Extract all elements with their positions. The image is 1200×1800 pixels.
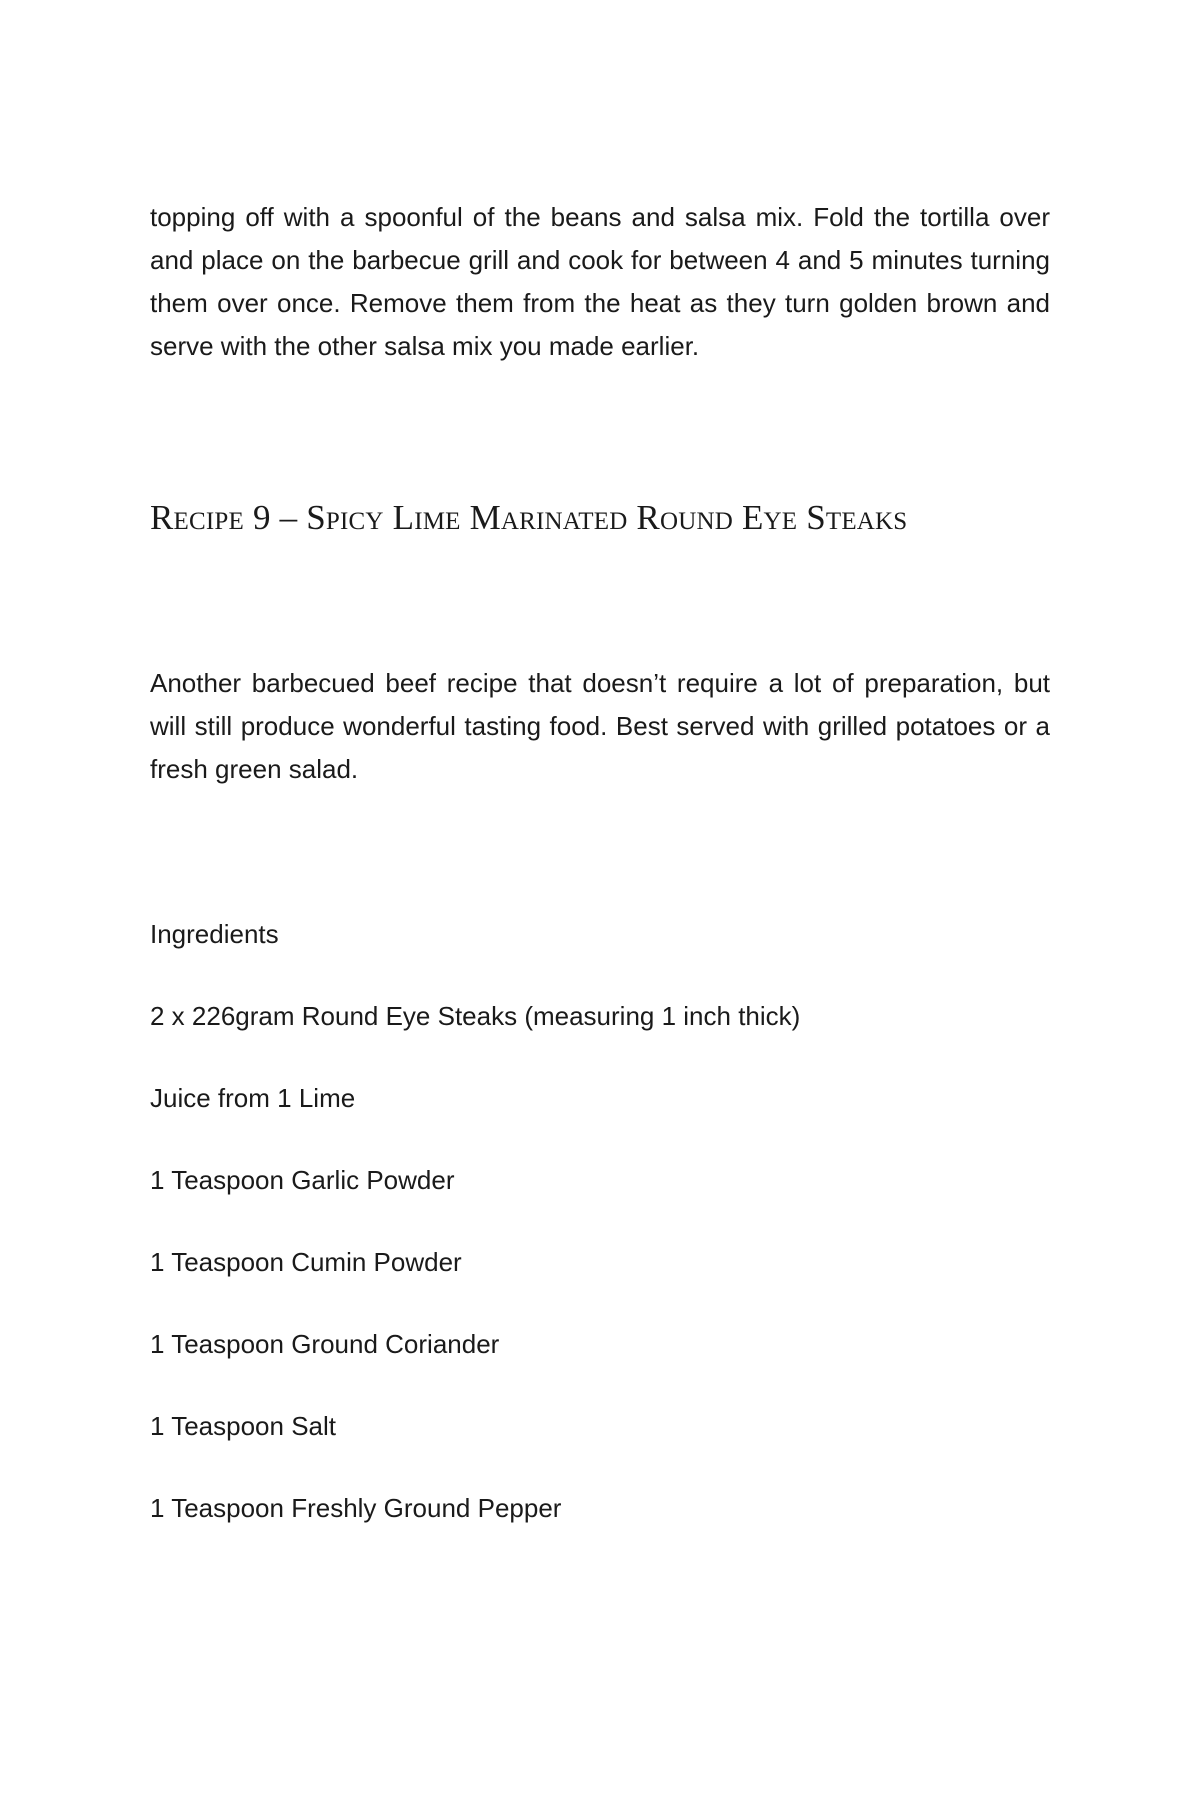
ingredient-item: 2 x 226gram Round Eye Steaks (measuring 1 inch thick) xyxy=(150,1001,801,1031)
ingredient-item: 1 Teaspoon Salt xyxy=(150,1411,336,1441)
document-page xyxy=(150,0,1050,1800)
ingredient-item: 1 Teaspoon Ground Coriander xyxy=(150,1329,500,1359)
ingredient-item: Juice from 1 Lime xyxy=(150,1083,356,1113)
recipe-heading: Recipe 9 – Spicy Lime Marinated Round Eye Steaks xyxy=(150,498,908,537)
ingredients-label: Ingredients xyxy=(150,919,279,949)
continued-paragraph: topping off with a spoonful of the beans and salsa mix. Fold the tortilla over and place on the barbecue grill and cook for between 4 and 5 minutes turning them over once. Remove them from the heat as they turn golden brown and serve with the other salsa mix you made earlier. xyxy=(150,202,1050,361)
ingredient-item: 1 Teaspoon Garlic Powder xyxy=(150,1165,455,1195)
ingredient-item: 1 Teaspoon Cumin Powder xyxy=(150,1247,462,1277)
ingredient-item: 1 Teaspoon Freshly Ground Pepper xyxy=(150,1493,562,1523)
ingredients-list xyxy=(150,996,800,1570)
intro-paragraph: Another barbecued beef recipe that doesn’t require a lot of preparation, but will still produce wonderful tasting food. Best served with grilled potatoes or a fresh green salad. xyxy=(150,668,1050,784)
